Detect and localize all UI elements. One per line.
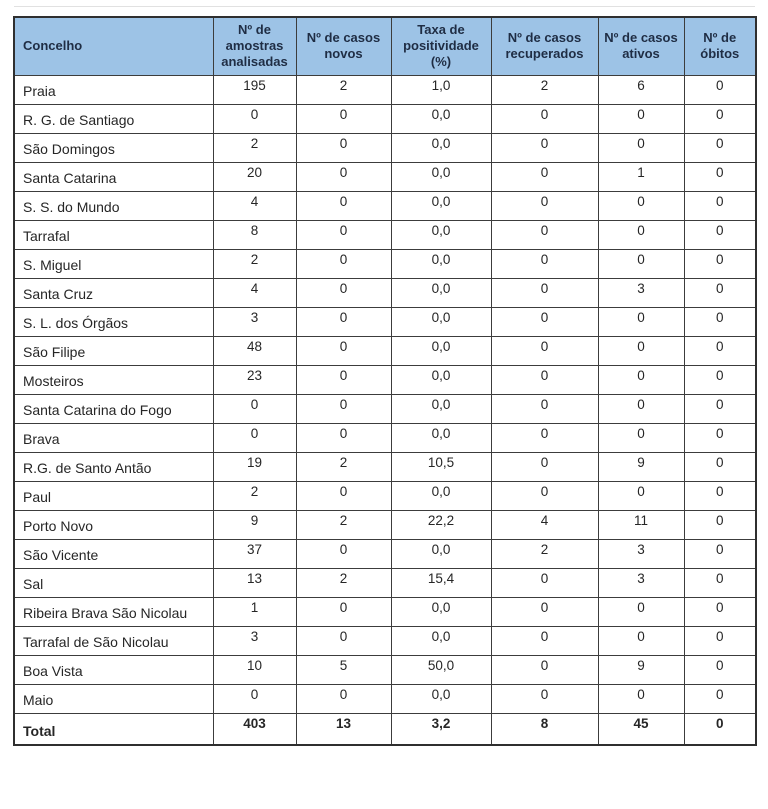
amostras-cell: 20 — [213, 162, 296, 191]
table-row — [14, 510, 756, 539]
taxa-positividade-cell: 0,0 — [391, 423, 491, 452]
concelho-cell: S. Miguel — [14, 249, 213, 278]
amostras-cell: 403 — [213, 713, 296, 745]
taxa-positividade-cell: 0,0 — [391, 539, 491, 568]
ativos-cell: 0 — [598, 626, 684, 655]
ativos-cell: 0 — [598, 307, 684, 336]
table-row — [14, 481, 756, 510]
amostras-cell: 2 — [213, 249, 296, 278]
table-row — [14, 452, 756, 481]
casos-novos-cell: 0 — [296, 249, 391, 278]
concelho-cell: R. G. de Santiago — [14, 104, 213, 133]
amostras-cell: 0 — [213, 423, 296, 452]
taxa-positividade-cell: 0,0 — [391, 162, 491, 191]
obitos-cell: 0 — [684, 249, 756, 278]
taxa-positividade-cell: 0,0 — [391, 278, 491, 307]
obitos-cell: 0 — [684, 713, 756, 745]
ativos-cell: 45 — [598, 713, 684, 745]
col-header-casos-ativos: Nº de casos ativos — [598, 17, 684, 75]
taxa-positividade-cell: 0,0 — [391, 220, 491, 249]
recuperados-cell: 0 — [491, 133, 598, 162]
amostras-cell: 4 — [213, 191, 296, 220]
amostras-cell: 195 — [213, 75, 296, 104]
casos-novos-cell: 0 — [296, 684, 391, 713]
obitos-cell: 0 — [684, 307, 756, 336]
ativos-cell: 9 — [598, 655, 684, 684]
ativos-cell: 0 — [598, 191, 684, 220]
ativos-cell: 1 — [598, 162, 684, 191]
taxa-positividade-cell: 0,0 — [391, 104, 491, 133]
taxa-positividade-cell: 0,0 — [391, 394, 491, 423]
col-header-casos-recuperados: Nº de casos recuperados — [491, 17, 598, 75]
casos-novos-cell: 0 — [296, 133, 391, 162]
table-row — [14, 655, 756, 684]
amostras-cell: 1 — [213, 597, 296, 626]
concelho-cell: Brava — [14, 423, 213, 452]
taxa-positividade-cell: 0,0 — [391, 307, 491, 336]
ativos-cell: 0 — [598, 597, 684, 626]
table-body — [14, 75, 756, 745]
casos-novos-cell: 0 — [296, 104, 391, 133]
table-row — [14, 626, 756, 655]
ativos-cell: 0 — [598, 133, 684, 162]
amostras-cell: 3 — [213, 626, 296, 655]
table-row — [14, 568, 756, 597]
recuperados-cell: 0 — [491, 597, 598, 626]
concelho-cell: Sal — [14, 568, 213, 597]
concelho-cell: S. S. do Mundo — [14, 191, 213, 220]
recuperados-cell: 0 — [491, 452, 598, 481]
casos-novos-cell: 2 — [296, 510, 391, 539]
taxa-positividade-cell: 0,0 — [391, 249, 491, 278]
col-header-concelho: Concelho — [14, 17, 213, 75]
amostras-cell: 4 — [213, 278, 296, 307]
taxa-positividade-cell: 0,0 — [391, 481, 491, 510]
ativos-cell: 6 — [598, 75, 684, 104]
concelho-cell: São Domingos — [14, 133, 213, 162]
concelho-cell: Santa Catarina — [14, 162, 213, 191]
recuperados-cell: 0 — [491, 249, 598, 278]
amostras-cell: 37 — [213, 539, 296, 568]
table-row — [14, 249, 756, 278]
casos-novos-cell: 0 — [296, 394, 391, 423]
table-row — [14, 365, 756, 394]
recuperados-cell: 0 — [491, 162, 598, 191]
table-row — [14, 220, 756, 249]
obitos-cell: 0 — [684, 365, 756, 394]
recuperados-cell: 2 — [491, 539, 598, 568]
casos-novos-cell: 0 — [296, 220, 391, 249]
ativos-cell: 3 — [598, 568, 684, 597]
taxa-positividade-cell: 0,0 — [391, 597, 491, 626]
taxa-positividade-cell: 3,2 — [391, 713, 491, 745]
amostras-cell: 19 — [213, 452, 296, 481]
casos-novos-cell: 0 — [296, 162, 391, 191]
table-row — [14, 75, 756, 104]
table-row — [14, 684, 756, 713]
ativos-cell: 0 — [598, 249, 684, 278]
obitos-cell: 0 — [684, 568, 756, 597]
taxa-positividade-cell: 50,0 — [391, 655, 491, 684]
casos-novos-cell: 13 — [296, 713, 391, 745]
concelho-cell: Santa Cruz — [14, 278, 213, 307]
recuperados-cell: 0 — [491, 394, 598, 423]
recuperados-cell: 0 — [491, 481, 598, 510]
amostras-cell: 13 — [213, 568, 296, 597]
amostras-cell: 0 — [213, 684, 296, 713]
amostras-cell: 23 — [213, 365, 296, 394]
obitos-cell: 0 — [684, 191, 756, 220]
taxa-positividade-cell: 0,0 — [391, 336, 491, 365]
concelho-cell: São Filipe — [14, 336, 213, 365]
ativos-cell: 11 — [598, 510, 684, 539]
concelho-cell: Porto Novo — [14, 510, 213, 539]
ativos-cell: 9 — [598, 452, 684, 481]
recuperados-cell: 0 — [491, 220, 598, 249]
amostras-cell: 48 — [213, 336, 296, 365]
recuperados-cell: 0 — [491, 307, 598, 336]
amostras-cell: 3 — [213, 307, 296, 336]
casos-novos-cell: 0 — [296, 365, 391, 394]
obitos-cell: 0 — [684, 452, 756, 481]
col-header-casos-novos: Nº de casos novos — [296, 17, 391, 75]
obitos-cell: 0 — [684, 220, 756, 249]
concelho-cell: R.G. de Santo Antão — [14, 452, 213, 481]
col-header-obitos: Nº de óbitos — [684, 17, 756, 75]
casos-novos-cell: 0 — [296, 626, 391, 655]
recuperados-cell: 0 — [491, 626, 598, 655]
obitos-cell: 0 — [684, 626, 756, 655]
taxa-positividade-cell: 0,0 — [391, 684, 491, 713]
amostras-cell: 9 — [213, 510, 296, 539]
recuperados-cell: 0 — [491, 278, 598, 307]
concelho-cell: São Vicente — [14, 539, 213, 568]
ativos-cell: 0 — [598, 684, 684, 713]
casos-novos-cell: 2 — [296, 568, 391, 597]
recuperados-cell: 0 — [491, 104, 598, 133]
obitos-cell: 0 — [684, 75, 756, 104]
obitos-cell: 0 — [684, 539, 756, 568]
concelho-cell: Mosteiros — [14, 365, 213, 394]
covid-concelho-table — [13, 16, 757, 746]
top-edge-artifact — [14, 6, 755, 7]
concelho-cell: Praia — [14, 75, 213, 104]
taxa-positividade-cell: 10,5 — [391, 452, 491, 481]
ativos-cell: 0 — [598, 394, 684, 423]
obitos-cell: 0 — [684, 278, 756, 307]
obitos-cell: 0 — [684, 481, 756, 510]
obitos-cell: 0 — [684, 655, 756, 684]
amostras-cell: 0 — [213, 104, 296, 133]
recuperados-cell: 0 — [491, 191, 598, 220]
taxa-positividade-cell: 1,0 — [391, 75, 491, 104]
ativos-cell: 0 — [598, 220, 684, 249]
casos-novos-cell: 0 — [296, 191, 391, 220]
table-row — [14, 597, 756, 626]
recuperados-cell: 0 — [491, 568, 598, 597]
table-row — [14, 423, 756, 452]
obitos-cell: 0 — [684, 133, 756, 162]
recuperados-cell: 0 — [491, 423, 598, 452]
casos-novos-cell: 0 — [296, 423, 391, 452]
col-header-amostras-analisadas: Nº de amostras analisadas — [213, 17, 296, 75]
obitos-cell: 0 — [684, 394, 756, 423]
obitos-cell: 0 — [684, 336, 756, 365]
obitos-cell: 0 — [684, 162, 756, 191]
taxa-positividade-cell: 0,0 — [391, 133, 491, 162]
concelho-cell: Total — [14, 713, 213, 745]
casos-novos-cell: 0 — [296, 336, 391, 365]
ativos-cell: 0 — [598, 104, 684, 133]
amostras-cell: 2 — [213, 133, 296, 162]
recuperados-cell: 0 — [491, 336, 598, 365]
obitos-cell: 0 — [684, 510, 756, 539]
concelho-cell: Tarrafal — [14, 220, 213, 249]
casos-novos-cell: 2 — [296, 75, 391, 104]
table-row — [14, 336, 756, 365]
concelho-cell: Maio — [14, 684, 213, 713]
obitos-cell: 0 — [684, 423, 756, 452]
table-row — [14, 713, 756, 745]
table-row — [14, 191, 756, 220]
obitos-cell: 0 — [684, 684, 756, 713]
table-row — [14, 278, 756, 307]
ativos-cell: 0 — [598, 336, 684, 365]
amostras-cell: 2 — [213, 481, 296, 510]
casos-novos-cell: 0 — [296, 481, 391, 510]
taxa-positividade-cell: 0,0 — [391, 365, 491, 394]
taxa-positividade-cell: 0,0 — [391, 191, 491, 220]
casos-novos-cell: 0 — [296, 278, 391, 307]
casos-novos-cell: 0 — [296, 307, 391, 336]
taxa-positividade-cell: 22,2 — [391, 510, 491, 539]
table-row — [14, 394, 756, 423]
table-row — [14, 307, 756, 336]
ativos-cell: 3 — [598, 539, 684, 568]
recuperados-cell: 2 — [491, 75, 598, 104]
concelho-cell: Santa Catarina do Fogo — [14, 394, 213, 423]
obitos-cell: 0 — [684, 104, 756, 133]
amostras-cell: 0 — [213, 394, 296, 423]
recuperados-cell: 0 — [491, 684, 598, 713]
concelho-cell: Paul — [14, 481, 213, 510]
casos-novos-cell: 2 — [296, 452, 391, 481]
recuperados-cell: 8 — [491, 713, 598, 745]
header-row — [14, 17, 756, 75]
recuperados-cell: 0 — [491, 655, 598, 684]
obitos-cell: 0 — [684, 597, 756, 626]
concelho-cell: Tarrafal de São Nicolau — [14, 626, 213, 655]
concelho-cell: S. L. dos Órgãos — [14, 307, 213, 336]
concelho-cell: Boa Vista — [14, 655, 213, 684]
amostras-cell: 8 — [213, 220, 296, 249]
table-row — [14, 133, 756, 162]
concelho-cell: Ribeira Brava São Nicolau — [14, 597, 213, 626]
recuperados-cell: 0 — [491, 365, 598, 394]
col-header-taxa-positividade: Taxa de positividade (%) — [391, 17, 491, 75]
taxa-positividade-cell: 0,0 — [391, 626, 491, 655]
ativos-cell: 0 — [598, 481, 684, 510]
ativos-cell: 3 — [598, 278, 684, 307]
table-row — [14, 104, 756, 133]
taxa-positividade-cell: 15,4 — [391, 568, 491, 597]
ativos-cell: 0 — [598, 365, 684, 394]
table-header — [14, 17, 756, 75]
casos-novos-cell: 5 — [296, 655, 391, 684]
recuperados-cell: 4 — [491, 510, 598, 539]
table-row — [14, 539, 756, 568]
casos-novos-cell: 0 — [296, 539, 391, 568]
casos-novos-cell: 0 — [296, 597, 391, 626]
ativos-cell: 0 — [598, 423, 684, 452]
table-row — [14, 162, 756, 191]
amostras-cell: 10 — [213, 655, 296, 684]
